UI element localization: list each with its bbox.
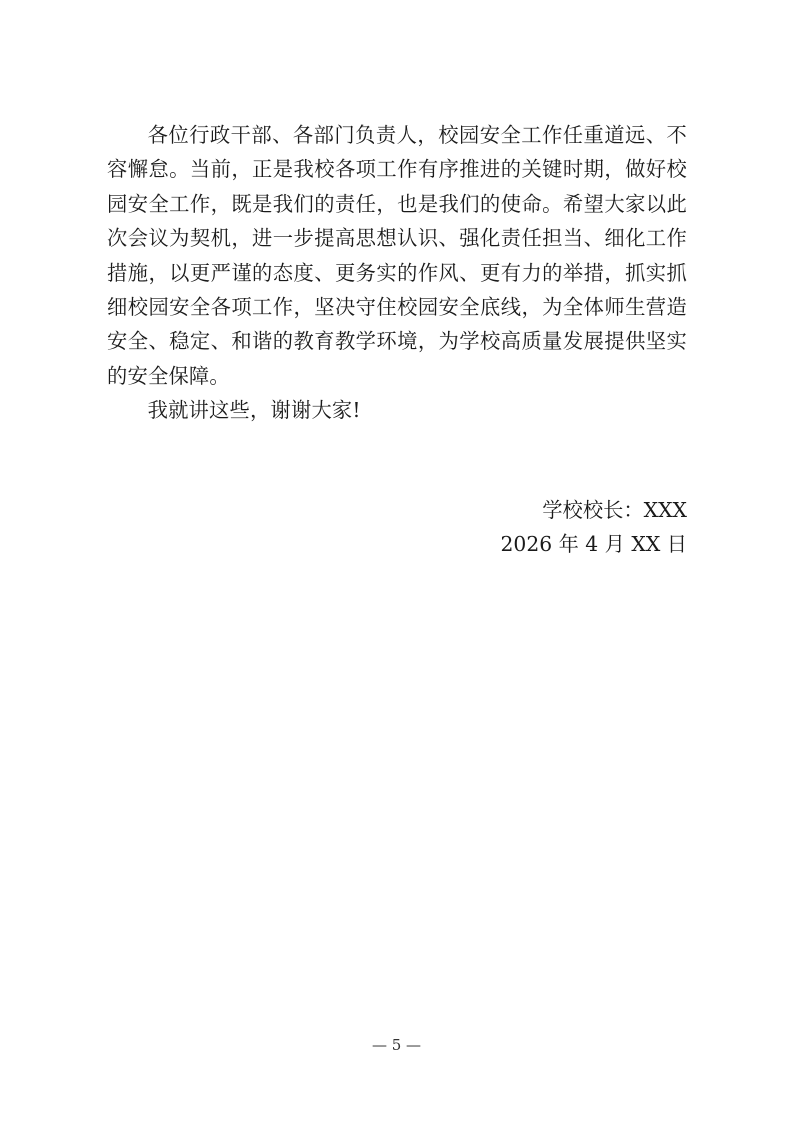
- page-number: — 5 —: [371, 1036, 422, 1054]
- signature-date: 2026 年 4 月 XX 日: [500, 532, 687, 557]
- thanks-paragraph: 我就讲这些，谢谢大家!: [147, 398, 361, 423]
- signer-name: 学校校长：XXX: [542, 498, 687, 522]
- closing-paragraph: 各位行政干部、各部门负责人，校园安全工作任重道远、不容懈怠。当前，正是我校各项工作有序推进的关键时期，做好校园安全工作，既是我们的责任，也是我们的使命。希望大家以此次会议为契机，进一步提高思想认识、强化责任担当、细化工作措施，以更严谨的态度、更务实的作风、更有力的举措，抓实抓细校园安全各项工作，坚决守住校园安全底线，为全体师生营造安全、稳定、和谐的教育教学环境，为学校高质量发展提供坚实的安全保障。: [107, 123, 687, 388]
- document-body: [107, 118, 687, 428]
- signature-block: [501, 493, 687, 562]
